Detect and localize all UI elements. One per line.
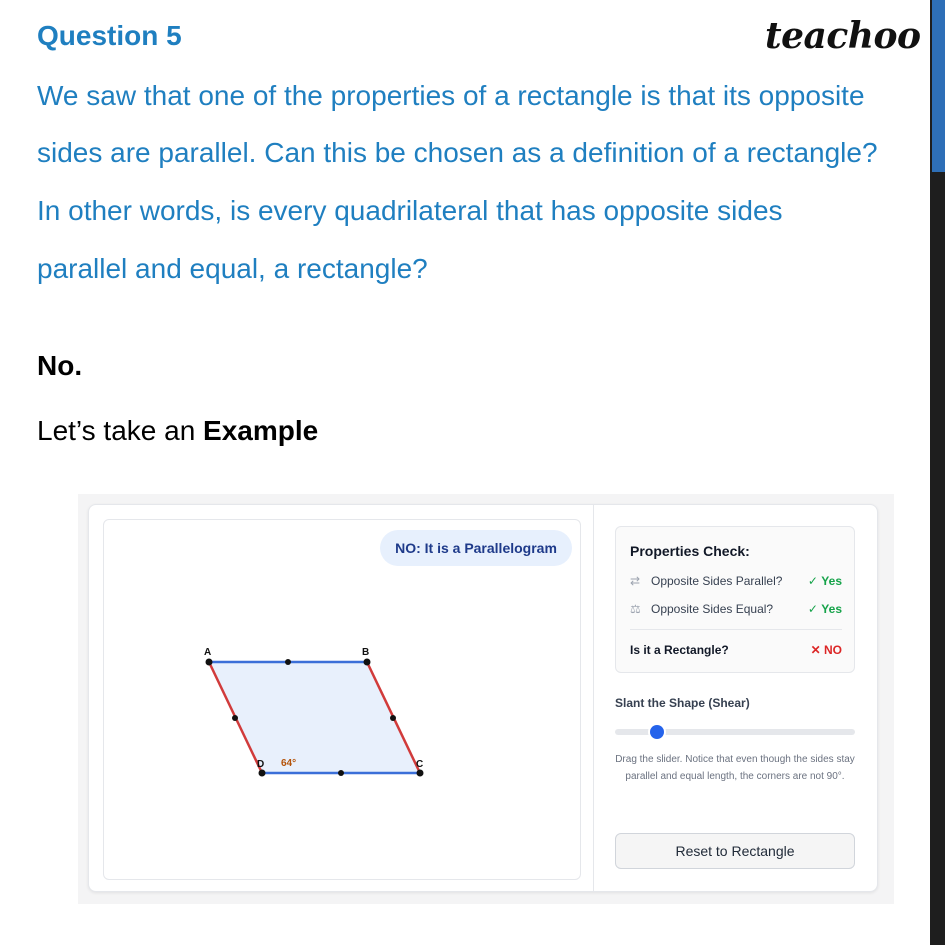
shear-slider-thumb[interactable] <box>650 725 664 739</box>
panel-divider <box>593 505 594 891</box>
property-row-parallel <box>630 574 842 592</box>
property-value-equal: Yes <box>821 602 842 616</box>
midpoint-bc <box>390 715 396 721</box>
check-icon: ✓ <box>807 602 818 616</box>
teachoo-logo: teachoo <box>765 15 921 57</box>
property-result-equal <box>808 602 842 616</box>
question-line-2: sides are parallel. Can this be chosen as a definition of a rectangle? <box>37 137 878 168</box>
property-row-equal <box>630 602 842 620</box>
vertex-label-a: A <box>204 647 212 658</box>
rectangle-answer: ✕ NO <box>810 643 842 657</box>
reset-to-rectangle-button[interactable]: Reset to Rectangle <box>615 833 855 869</box>
example-bold: Example <box>203 415 319 446</box>
example-intro <box>37 415 318 447</box>
question-line-3: In other words, is every quadrilateral that has opposite sides <box>37 195 783 226</box>
vertex-c-handle[interactable] <box>417 770 424 777</box>
angle-label: 64° <box>281 758 297 769</box>
rectangle-question: Is it a Rectangle? <box>630 643 729 657</box>
check-icon: ✓ <box>807 574 818 588</box>
midpoint-ad <box>232 715 238 721</box>
property-value-parallel: Yes <box>821 574 842 588</box>
parallelogram-drawing <box>104 520 580 879</box>
result-badge: NO: It is a Parallelogram <box>380 530 572 566</box>
question-line-4: parallel and equal, a rectangle? <box>37 253 428 284</box>
property-label-parallel: Opposite Sides Parallel? <box>651 574 783 588</box>
property-result-parallel <box>808 574 842 588</box>
scrollbar-thumb[interactable] <box>932 0 945 172</box>
properties-title: Properties Check: <box>630 543 750 559</box>
property-label-equal: Opposite Sides Equal? <box>651 602 774 616</box>
parallelogram-fill <box>209 662 420 773</box>
vertex-label-d: D <box>257 759 265 770</box>
question-title: Question 5 <box>37 20 182 51</box>
properties-separator <box>630 629 842 630</box>
parallelogram-widget <box>78 494 894 904</box>
swap-arrows-icon: ⇄ <box>630 574 641 588</box>
properties-card <box>615 526 855 673</box>
midpoint-ab <box>285 659 291 665</box>
example-prefix: Let’s take an <box>37 415 204 446</box>
vertex-label-b: B <box>362 647 370 658</box>
midpoint-dc <box>338 770 344 776</box>
widget-card <box>88 504 878 892</box>
vertex-d-handle[interactable] <box>259 770 266 777</box>
scale-icon: ⚖ <box>630 602 641 616</box>
vertex-label-c: C <box>416 759 424 770</box>
question-line-1: We saw that one of the properties of a rectangle is that its opposite <box>37 80 865 111</box>
shape-canvas <box>103 519 581 880</box>
slider-label: Slant the Shape (Shear) <box>615 696 750 710</box>
answer-text: No. <box>37 350 83 381</box>
vertex-b-handle[interactable] <box>364 659 371 666</box>
slider-hint: Drag the slider. Notice that even though the sides stay parallel and equal length, the corners are not 90°. <box>615 754 855 782</box>
vertex-a-handle[interactable] <box>206 659 213 666</box>
